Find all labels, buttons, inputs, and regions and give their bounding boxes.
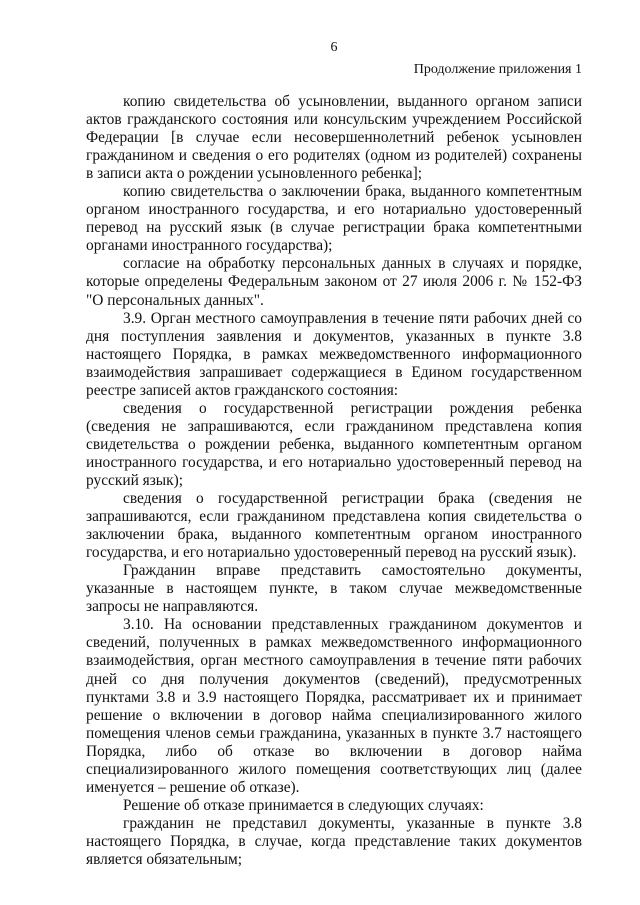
paragraph-birth-registration-info: сведения о государственной регистрации рождения ребенка (сведения не запрашиваются, если гражданином представлена копия свидетельства о рождении ребенка, выданного компетентным органом иностранного государства, и его нотариально удостоверенный перевод на русский язык); bbox=[86, 399, 582, 489]
paragraph-citizen-may-submit: Гражданин вправе представить самостоятельно документы, указанные в настоящем пункте, в таком случае межведомственные запросы не направляются. bbox=[86, 562, 582, 616]
paragraph-3-10: 3.10. На основании представленных гражданином документов и сведений, полученных в рамках межведомственного информационного взаимодействия, орган местного самоуправления в течение пяти рабочих дней со дня получения документов (сведений), предусмотренных пунктами 3.8 и 3.9 настоящего Порядка, рассматривает их и принимает решение о включении в договор найма специализированного жилого помещения членов семьи гражданина, указанных в пункте 3.7 настоящего Порядка, либо об отказе во включении в договор найма специализированного жилого помещения соответствующих лиц (далее именуется – решение об отказе). bbox=[86, 616, 582, 796]
document-page bbox=[86, 40, 582, 869]
paragraph-marriage-certificate: копию свидетельства о заключении брака, выданного компетентным органом иностранного государства, и его нотариально удостоверенный перевод на русский язык (в случае регистрации брака компетентными органами иностранного государства); bbox=[86, 183, 582, 255]
page-number: 6 bbox=[330, 40, 338, 55]
paragraph-marriage-registration-info: сведения о государственной регистрации брака (сведения не запрашиваются, если гражданином представлена копия свидетельства о заключении брака, выданного компетентным органом иностранного государства, и его нотариально удостоверенный перевод на русский язык). bbox=[86, 490, 582, 562]
paragraph-documents-not-submitted: гражданин не представил документы, указанные в пункте 3.8 настоящего Порядка, в случае, когда представление таких документов является обязательным; bbox=[86, 814, 582, 868]
paragraph-personal-data-consent: согласие на обработку персональных данных в случаях и порядке, которые определены Федеральным законом от 27 июля 2006 г. № 152-ФЗ "О персональных данных". bbox=[86, 255, 582, 309]
paragraph-3-9: 3.9. Орган местного самоуправления в течение пяти рабочих дней со дня поступления заявления и документов, указанных в пункте 3.8 настоящего Порядка, в рамках межведомственного информационного взаимодействия запрашивает содержащиеся в Едином государственном реестре записей актов гражданского состояния: bbox=[86, 309, 582, 399]
paragraph-adoption-certificate: копию свидетельства об усыновлении, выданного органом записи актов гражданского состояния или консульским учреждением Российской Федерации [в случае если несовершеннолетний ребенок усыновлен гражданином и сведения о его родителях (одном из родителей) сохранены в записи акта о рождении усыновленного ребенка]; bbox=[86, 93, 582, 183]
paragraph-refusal-cases: Решение об отказе принимается в следующих случаях: bbox=[123, 796, 484, 814]
appendix-continuation-note: Продолжение приложения 1 bbox=[413, 62, 582, 77]
